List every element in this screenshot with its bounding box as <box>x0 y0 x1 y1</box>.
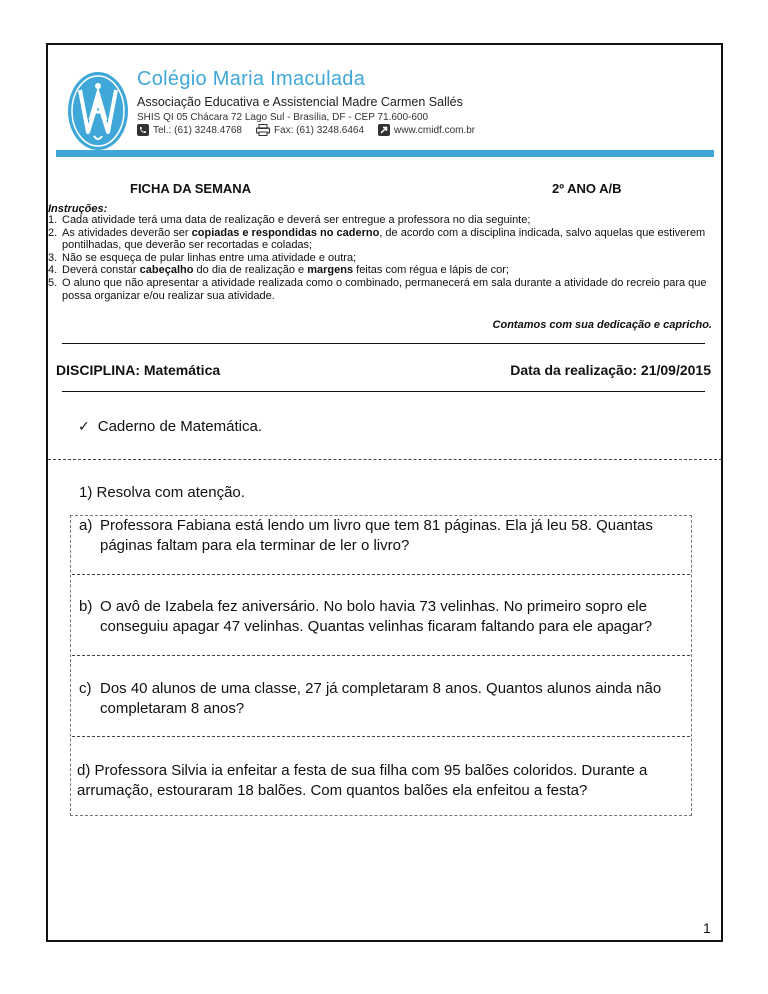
website-text: www.cmidf.com.br <box>394 124 476 136</box>
instructions-title: Instruções: <box>48 203 108 215</box>
divider-line <box>62 343 705 344</box>
closing-message: Contamos com sua dedicação e capricho. <box>492 319 712 331</box>
instruction-number: 4. <box>48 264 58 277</box>
question-item <box>79 679 684 719</box>
contact-info <box>137 124 489 136</box>
instruction-item <box>48 264 718 277</box>
question-text: Professora Fabiana está lendo um livro que tem 81 páginas. Ela já leu 58. Quantas páginas faltam para ela terminar de ler o livro? <box>100 517 653 554</box>
question-text: Dos 40 alunos de uma classe, 27 já completaram 8 anos. Quantos alunos ainda não completaram 8 anos? <box>100 680 662 717</box>
activity-date: Data da realização: 21/09/2015 <box>510 362 711 378</box>
instruction-item <box>48 252 718 265</box>
phone-icon <box>137 124 149 136</box>
instruction-text: As atividades deverão ser copiadas e respondidas no caderno, de acordo com a disciplina indicada, salvo aquelas que estiverem pontilhadas, que deverão ser recortadas e coladas; <box>62 226 706 252</box>
instruction-text: Deverá constar cabeçalho do dia de realização e margens feitas com régua e lápis de cor; <box>62 264 509 277</box>
cut-line <box>72 736 690 737</box>
question-letter: c) <box>79 680 92 697</box>
phone-contact <box>137 124 242 136</box>
school-address: SHIS QI 05 Chácara 72 Lago Sul - Brasília, DF - CEP 71.600-600 <box>137 112 429 123</box>
question-item <box>79 597 684 637</box>
question-letter: b) <box>79 598 93 615</box>
material-text: Caderno de Matemática. <box>97 418 262 435</box>
association-name: Associação Educativa e Assistencial Madre Carmen Sallés <box>137 95 463 109</box>
question-letter: a) <box>79 517 93 534</box>
header-accent-bar <box>56 150 714 157</box>
checkmark-icon: ✓ <box>78 418 90 434</box>
website-contact <box>378 124 475 136</box>
instruction-item <box>48 214 718 227</box>
discipline-label: DISCIPLINA: Matemática <box>56 362 221 378</box>
school-logo-icon <box>66 70 130 152</box>
instruction-number: 2. <box>48 226 58 239</box>
instructions-list <box>48 214 718 302</box>
grade-label: 2º ANO A/B <box>552 181 622 196</box>
material-item <box>78 418 262 435</box>
question-item <box>77 761 682 801</box>
section-title: 1) Resolva com atenção. <box>79 484 245 501</box>
cut-line <box>48 459 722 460</box>
instruction-item <box>48 277 718 302</box>
instruction-number: 5. <box>48 276 58 289</box>
instruction-text: Não se esqueça de pular linhas entre uma atividade e outra; <box>62 251 357 264</box>
cut-line <box>72 574 690 575</box>
fax-contact <box>256 124 364 136</box>
school-name: Colégio Maria Imaculada <box>137 68 366 90</box>
page-number: 1 <box>703 920 711 936</box>
instruction-item <box>48 227 718 252</box>
instruction-text: O aluno que não apresentar a atividade realizada como o combinado, permanecerá em sala durante a atividade do recreio para que possa organizar e/ou realizar sua atividade. <box>62 276 707 302</box>
cut-line <box>72 655 690 656</box>
fax-text: Fax: (61) 3248.6464 <box>273 124 365 136</box>
question-item <box>79 516 684 556</box>
phone-text: Tel.: (61) 3248.4768 <box>153 124 242 136</box>
question-text: O avô de Izabela fez aniversário. No bolo havia 73 velinhas. No primeiro sopro ele conseguiu apagar 47 velinhas. Quantas velinhas ficaram faltando para ele apagar? <box>100 598 653 635</box>
link-arrow-icon <box>378 124 390 136</box>
instruction-number: 1. <box>48 214 58 226</box>
fax-icon <box>256 124 270 136</box>
sheet-title: FICHA DA SEMANA <box>130 181 252 196</box>
divider-line <box>62 391 705 392</box>
instruction-text: Cada atividade terá uma data de realização e deverá ser entregue a professora no dia seguinte; <box>62 214 531 226</box>
instruction-number: 3. <box>48 251 58 264</box>
question-text: d) Professora Silvia ia enfeitar a festa de sua filha com 95 balões coloridos. Durante a arrumação, estouraram 18 balões. Com quantos balões ela enfeitou a festa? <box>77 762 648 799</box>
